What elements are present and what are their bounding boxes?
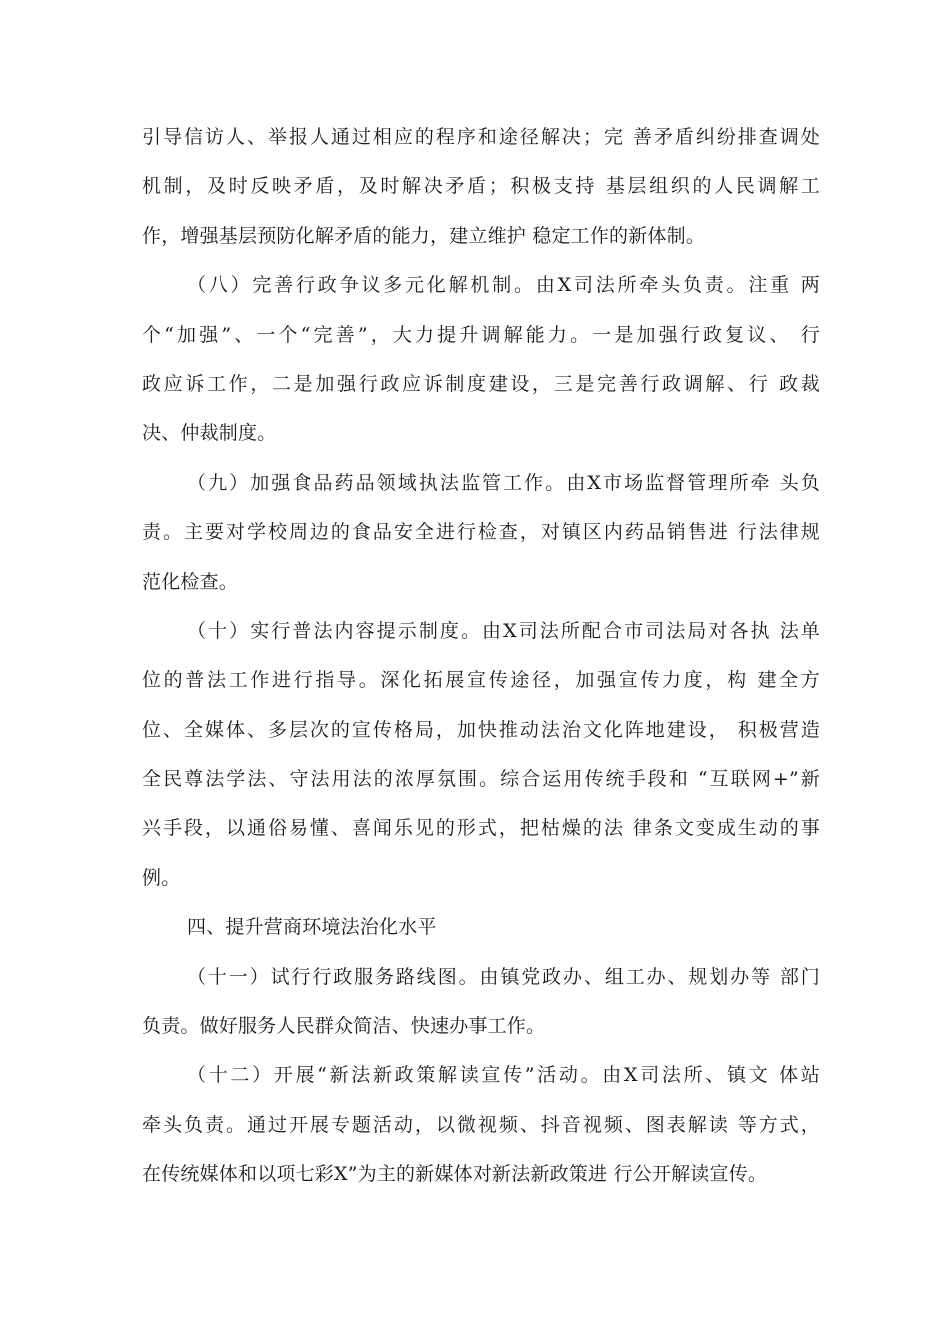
text-line: 牵头负责。通过开展专题活动，以微视频、抖音视频、图表解读 等方式， <box>142 1113 820 1136</box>
text-line: 负责。做好服务人民群众简洁、快速办事工作。 <box>142 1015 546 1038</box>
text-line: （八）完善行政争议多元化解机制。由X司法所牵头负责。注重 两 <box>187 274 820 297</box>
text-line: 作，增强基层预防化解矛盾的能力，建立维护 稳定工作的新体制。 <box>142 224 706 247</box>
text-line: （十）实行普法内容提示制度。由X司法所配合市司法局对各执 法单 <box>187 619 820 642</box>
text-line: 决、仲裁制度。 <box>142 422 277 445</box>
text-line: 责。主要对学校周边的食品安全进行检查，对镇区内药品销售进 行法律规 <box>142 521 820 544</box>
text-line: 例。 <box>142 866 181 889</box>
text-line: 政应诉工作，二是加强行政应诉制度建设，三是完善行政调解、行 政裁 <box>142 372 820 395</box>
text-line: 在传统媒体和以项七彩X”为主的新媒体对新法新政策进 行公开解读宣传。 <box>142 1163 768 1186</box>
document-body <box>142 113 820 1200</box>
text-line: （十一）试行行政服务路线图。由镇党政办、组工办、规划办等 部门 <box>187 965 820 988</box>
text-line: （十二）开展“新法新政策解读宣传”活动。由X司法所、镇文 体站 <box>187 1064 820 1087</box>
text-line: 个“加强”、一个“完善”，大力提升调解能力。一是加强行政复议、 行 <box>142 323 820 346</box>
text-line: 机制，及时反映矛盾，及时解决矛盾；积极支持 基层组织的人民调解工 <box>142 175 820 198</box>
text-line: 四、提升营商环境法治化水平 <box>187 916 437 939</box>
text-line: 位、全媒体、多层次的宣传格局，加快推动法治文化阵地建设， 积极营造 <box>142 718 820 741</box>
text-line: （九）加强食品药品领域执法监管工作。由X市场监督管理所牵 头负 <box>187 471 820 494</box>
text-line: 引导信访人、举报人通过相应的程序和途径解决；完 善矛盾纠纷排查调处 <box>142 126 820 148</box>
text-line: 范化检查。 <box>142 570 239 593</box>
text-line: 位的普法工作进行指导。深化拓展宣传途径，加强宣传力度，构 建全方 <box>142 669 820 692</box>
text-line: 全民尊法学法、守法用法的浓厚氛围。综合运用传统手段和 “互联网+”新 <box>142 768 820 791</box>
text-line: 兴手段，以通俗易懂、喜闻乐见的形式，把枯燥的法 律条文变成生动的事 <box>142 817 820 840</box>
